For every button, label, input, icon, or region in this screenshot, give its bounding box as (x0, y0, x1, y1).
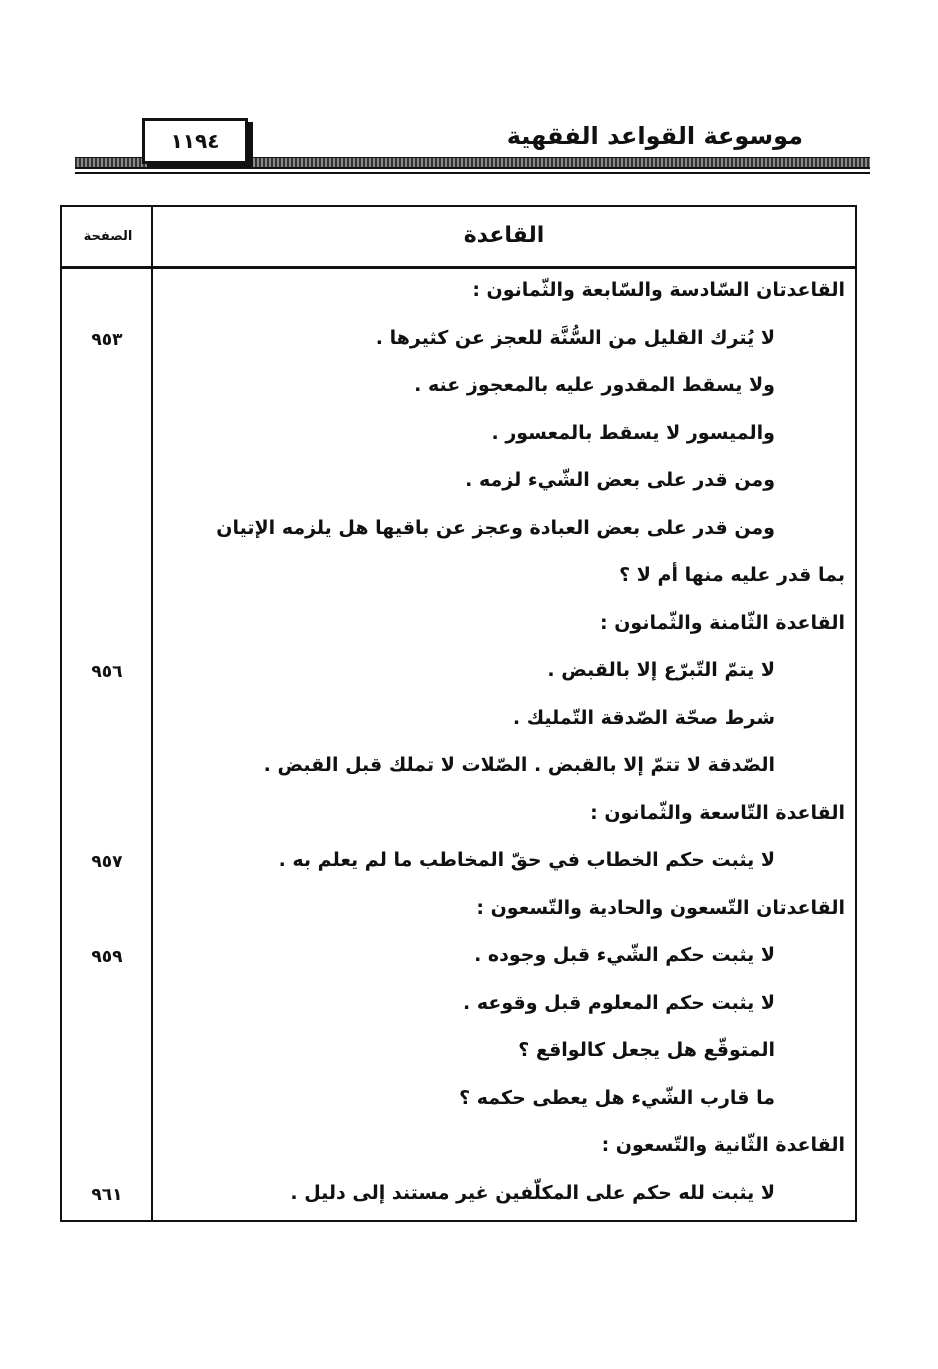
toc-table (60, 205, 857, 1222)
rule-entry: لا يثبت لله حكم على المكلّفين غير مستند إلى دليل . (290, 1181, 775, 1204)
column-divider (151, 207, 153, 1220)
rule-entry: بما قدر عليه منها أم لا ؟ (619, 564, 845, 586)
page-reference: ٩٥٦ (91, 662, 123, 682)
rule-entry: شرط صحّة الصّدقة التّمليك . (512, 706, 775, 729)
page-reference: ٩٦١ (91, 1184, 123, 1205)
rule-entry: ولا يسقط المقدور عليه بالمعجوز عنه . (414, 374, 775, 396)
rule-entry: لا يتمّ التّبرّع إلا بالقبض . (547, 659, 775, 681)
table-header-row (62, 207, 855, 269)
column-header-rule: القاعدة (463, 223, 545, 248)
section-heading: القاعدة الثّانية والتّسعون : (601, 1134, 845, 1156)
rule-entry: لا يثبت حكم الخطاب في حقّ المخاطب ما لم يعلم به . (278, 849, 775, 871)
rule-entry: لا يثبت حكم المعلوم قبل وقوعه . (463, 991, 775, 1014)
rule-entry: والميسور لا يسقط بالمعسور . (491, 421, 775, 444)
rule-entry: ومن قدر على بعض الشّيء لزمه . (465, 469, 775, 491)
page-reference: ٩٥٧ (91, 852, 123, 872)
section-heading: القاعدة الثّامنة والثّمانون : (600, 611, 845, 634)
header-book-title: موسوعة القواعد الفقهية (506, 122, 803, 150)
rule-entry: ما قارب الشّيء هل يعطى حكمه ؟ (459, 1086, 775, 1109)
rule-entry: الصّدقة لا تتمّ إلا بالقبض . الصّلات لا تملك قبل القبض . (263, 754, 775, 776)
rule-entry: لا يُترك القليل من السُّنَّة للعجز عن كثيرها . (375, 326, 775, 349)
header-rule-thin (75, 172, 870, 174)
table-right-border (855, 205, 857, 1222)
section-heading: القاعدة التّاسعة والثّمانون : (590, 801, 845, 824)
rule-entry: لا يثبت حكم الشّيء قبل وجوده . (474, 944, 775, 966)
page-number-box: ١١٩٤ (142, 118, 248, 164)
section-heading: القاعدتان التّسعون والحادية والتّسعون : (476, 896, 845, 919)
section-heading: القاعدتان السّادسة والسّابعة والثّمانون : (472, 279, 845, 301)
page-reference: ٩٥٣ (91, 329, 123, 350)
rule-entry: المتوقّع هل يجعل كالواقع ؟ (518, 1039, 775, 1061)
page-reference: ٩٥٩ (91, 947, 123, 967)
column-header-page: الصفحة (83, 229, 133, 244)
rule-entry: ومن قدر على بعض العبادة وعجز عن باقيها هل يلزمه الإتيان (216, 516, 775, 539)
